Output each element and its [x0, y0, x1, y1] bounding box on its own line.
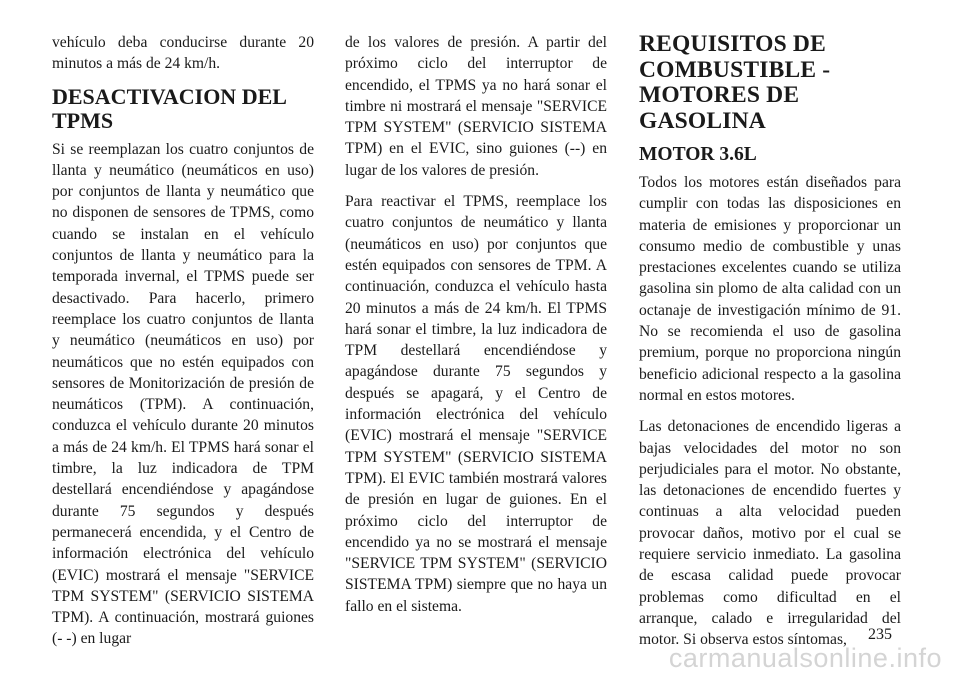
- column-middle: [345, 32, 607, 627]
- section-heading-requisitos: REQUISITOS DE COMBUSTIBLE - MOTORES DE GASOLINA: [639, 31, 831, 134]
- subheading-motor: MOTOR 3.6L: [639, 144, 757, 165]
- column-left: [52, 32, 314, 660]
- body-paragraph: Si se reemplazan los cuatro conjuntos de llanta y neumático (neumáticos en uso) por conjuntos de llanta y neumático que no disponen de sensores de TPMS, como cuando se instalan en el vehículo conjuntos de llanta y neumático para la temporada invernal, el TPMS puede ser desactivado. Para hacerlo, primero reemplace los cuatro conjuntos de llanta y neumático (neumáticos en uso) por neumáticos que no estén equipados con sensores de Monitorización de presión de neumáticos (TPM). A continuación, conduzca el vehículo durante 20 minutos a más de 24 km/h. El TPMS hará sonar el timbre, la luz indicadora de TPM destellará encendiéndose y apagándose durante 75 segundos y después permanecerá encendida, y el Centro de información electrónica del vehículo (EVIC) mostrará el mensaje "SERVICE TPM SYSTEM" (SERVICIO SISTEMA TPM). A continuación, mostrará guiones (- -) en lugar: [52, 140, 314, 648]
- body-paragraph: Para reactivar el TPMS, reemplace los cuatro conjuntos de neumático y llanta (neumáticos en uso) por conjuntos que estén equipados con sensores de TPM. A continuación, conduzca el vehículo hasta 20 minutos a más de 24 km/h. El TPMS hará sonar el timbre, la luz indicadora de TPM destellará encendiéndose y apagándose durante 75 segundos y después se apagará, y el Centro de información electrónica del vehículo (EVIC) mostrará el mensaje "SERVICE TPM SYSTEM" (SERVICIO SISTEMA TPM). El EVIC también mostrará valores de presión en lugar de guiones. En el próximo ciclo del interruptor de encendido ya no se mostrará el mensaje "SERVICE TPM SYSTEM" (SERVICIO SISTEMA TPM) siempre que no haya un fallo en el sistema.: [345, 193, 607, 615]
- body-paragraph: Las detonaciones de encendido ligeras a bajas velocidades del motor no son perjudiciales para el motor. No obstante, las detonaciones de encendido fuertes y continuas a alta velocidad pueden provocar daños, motivo por el cual se requiere servicio inmediato. La gasolina de escasa calidad puede provocar problemas como dificultad en el arranque, calado e irregularidad del motor. Si observa estos síntomas,: [639, 418, 901, 649]
- page-number: 235: [868, 626, 892, 643]
- column-right: [639, 32, 901, 661]
- body-paragraph: de los valores de presión. A partir del próximo ciclo del interruptor de encendido, el TPMS ya no hará sonar el timbre ni mostrará el mensaje "SERVICE TPM SYSTEM" (SERVICIO SISTEMA TPM) en el EVIC, sino guiones (--) en lugar de los valores de presión.: [345, 34, 607, 179]
- watermark-text: carmanualsonline.info: [668, 643, 942, 673]
- body-paragraph: Todos los motores están diseñados para cumplir con todas las disposiciones en materia de emisiones y proporcionar un consumo medio de combustible y unas prestaciones excelentes cuando se utiliza gasolina sin plomo de alta calidad con un octanaje de investigación mínimo de 91. No se recomienda el uso de gasolina premium, porque no proporciona ningún beneficio adicional respecto a la gasolina normal en estos motores.: [639, 174, 901, 404]
- section-heading-desactivacion: DESACTIVACION DEL TPMS: [52, 83, 286, 133]
- intro-paragraph: vehículo deba conducirse durante 20 minutos a más de 24 km/h.: [52, 34, 314, 73]
